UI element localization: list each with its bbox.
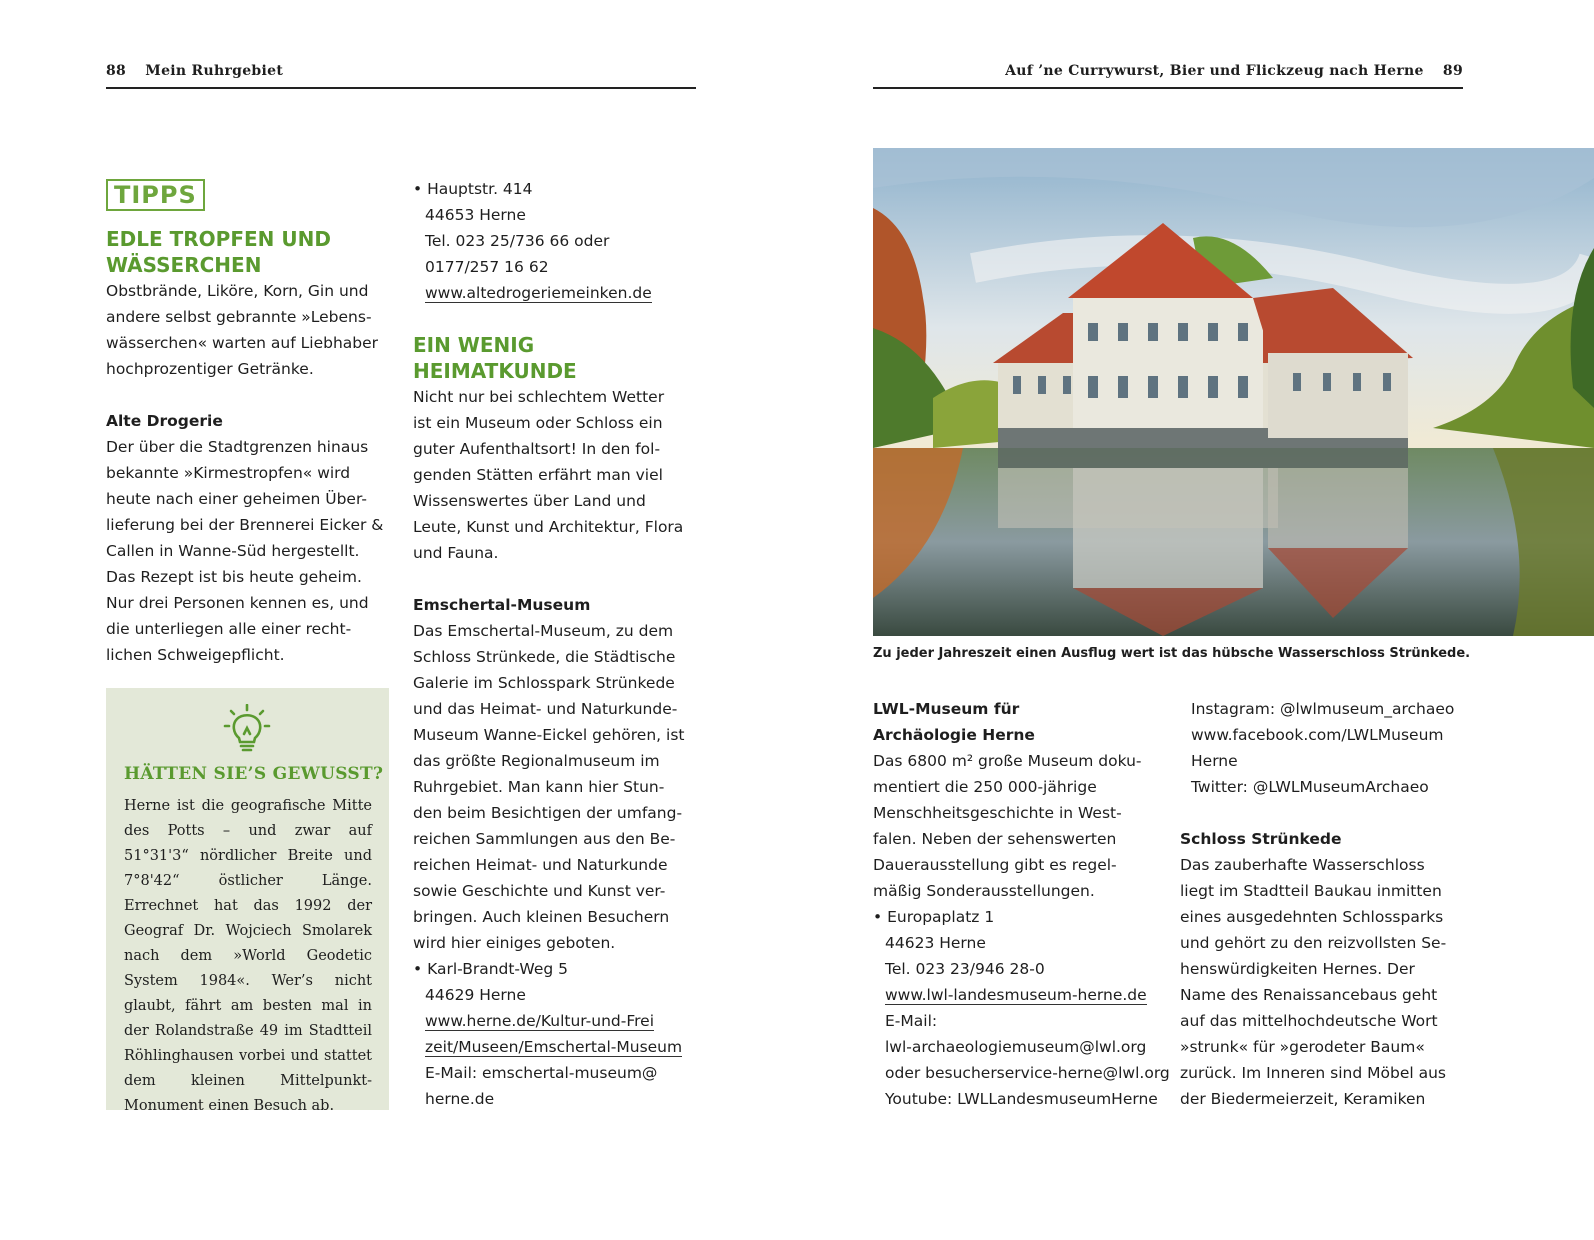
castle-photo	[873, 148, 1594, 636]
middle-column	[413, 176, 703, 1112]
lwl-column	[873, 696, 1173, 1112]
lightbulb-icon	[223, 704, 271, 754]
schloss-entry: Schloss Strünkede Das zauberhafte Wasserschloss liegt im Stadtteil Baukau inmitten eines ausgedehnten Schlossparks und gehört zu den reizvollsten Se- henswürdigkeiten Hernes. Der Name des Renaissancebaus geht auf das mittelhochdeutsche Wort »strunk« für »gerodeter Baum« zurück. Im Inneren sind Möbel aus der Biedermeierzeit, Keramiken	[1180, 826, 1480, 1112]
section-intro-heimatkunde: Nicht nur bei schlechtem Wetter ist ein Museum oder Schloss ein guter Aufenthaltsort! In den fol- genden Stätten erfährt man viel Wissenswertes über Land und Leute, Kunst und Architektur, Flora und Fauna.	[413, 388, 684, 562]
alte-drogerie-entry: Alte Drogerie Der über die Stadtgrenzen hinaus bekannte »Kirmestropfen« wird heute nach einer geheimen Über- lieferung bei der Brennerei Eicker & Callen in Wanne-Süd hergestellt. Das Rezept ist bis heute geheim. Nur drei Personen kennen es, und die unterliegen alle einer recht- lichen Schweigepflicht.	[106, 408, 398, 668]
header-rule-right	[873, 87, 1463, 89]
page-number-left: 88	[106, 63, 127, 79]
left-column	[106, 180, 398, 668]
header-rule-left	[106, 87, 696, 89]
section-heading-edle-tropfen: EDLE TROPFEN UND WÄSSERCHEN	[106, 227, 331, 277]
alte-drogerie-title: Alte Drogerie	[106, 412, 223, 430]
did-you-know-box	[106, 688, 389, 1114]
box-title: HÄTTEN SIE’S GEWUSST?	[124, 764, 384, 784]
lwl-title-line1: LWL-Museum für	[873, 700, 1020, 718]
lwl-social: Instagram: @lwlmuseum_archaeo www.facebook.com/LWLMuseum Herne Twitter: @LWLMuseumArchaeo	[1191, 700, 1455, 796]
alte-drogerie-link[interactable]: www.altedrogeriemeinken.de	[425, 284, 652, 302]
schloss-title: Schloss Strünkede	[1180, 830, 1342, 848]
lwl-entry: LWL-Museum für Archäologie Herne Das 6800 m² große Museum doku- mentiert die 250 000-jährige Menschheitsgeschichte in West- falen. Neben der sehenswerten Dauerausstellung gibt es regel- mäßig Sonderausstellungen.	[873, 696, 1173, 904]
lwl-link[interactable]: www.lwl-landesmuseum-herne.de	[885, 986, 1147, 1004]
page-number-right: 89	[1442, 63, 1463, 79]
running-title-right: Auf ’ne Currywurst, Bier und Flickzeug nach Herne	[1005, 63, 1424, 79]
lwl-address: • Europaplatz 1 44623 Herne Tel. 023 23/946 28-0 www.lwl-landesmuseum-herne.de E-Mail: lwl-archaeologiemuseum@lwl.org oder besucherservice-herne@lwl.org Youtube: LWLLandesmuseumHerne	[873, 908, 1170, 1108]
emschertal-entry: Emschertal-Museum Das Emschertal-Museum, zu dem Schloss Strünkede, die Städtische Galerie im Schlosspark Strünkede und das Heimat- und Naturkunde- Museum Wanne-Eickel gehören, ist das größte Regionalmuseum im Ruhrgebiet. Man kann hier Stun- den beim Besichtigen der umfang- reichen Sammlungen aus den Be- reichen Heimat- und Naturkunde sowie Geschichte und Kunst ver- bringen. Auch kleinen Besuchern wird hier einiges geboten.	[413, 592, 703, 956]
emschertal-title: Emschertal-Museum	[413, 596, 591, 614]
lwl-title-line2: Archäologie Herne	[873, 726, 1035, 744]
section-intro-edle-tropfen: Obstbrände, Liköre, Korn, Gin und andere selbst gebrannte »Lebens- wässerchen« warten auf Liebhaber hochprozentiger Getränke.	[106, 282, 379, 378]
tipps-label: TIPPS	[106, 179, 205, 211]
section-heading-heimatkunde: EIN WENIG HEIMATKUNDE	[413, 333, 577, 383]
emschertal-link-1[interactable]: www.herne.de/Kultur-und-Frei	[425, 1012, 655, 1030]
box-text: Herne ist die geografische Mitte des Potts – und zwar auf 51°31'3“ nördlicher Breite und 7°8'42“ östlicher Länge. Errechnet hat das 1992 der Geograf Dr. Wojciech Smolarek nach dem »World Geodetic System 1984«. Wer’s nicht glaubt, fährt am besten mal in der Rolandstraße 49 im Stadtteil Röhlinghausen vorbei und stattet dem kleinen Mittelpunkt-Monument einen Besuch ab.	[124, 798, 372, 1114]
running-title-left: Mein Ruhrgebiet	[145, 63, 284, 79]
running-header-right	[1005, 63, 1463, 79]
emschertal-address: • Karl-Brandt-Weg 5 44629 Herne www.herne.de/Kultur-und-Frei zeit/Museen/Emschertal-Museum E-Mail: emschertal-museum@ herne.de	[413, 960, 683, 1108]
schloss-column	[1180, 696, 1480, 1112]
alte-drogerie-address: • Hauptstr. 414 44653 Herne Tel. 023 25/736 66 oder 0177/257 16 62 www.altedrogeriemeinken.de	[413, 180, 652, 302]
running-header-left	[106, 63, 283, 79]
emschertal-link-2[interactable]: zeit/Museen/Emschertal-Museum	[425, 1038, 683, 1056]
photo-caption: Zu jeder Jahreszeit einen Ausflug wert ist das hübsche Wasserschloss Strünkede.	[873, 646, 1471, 661]
